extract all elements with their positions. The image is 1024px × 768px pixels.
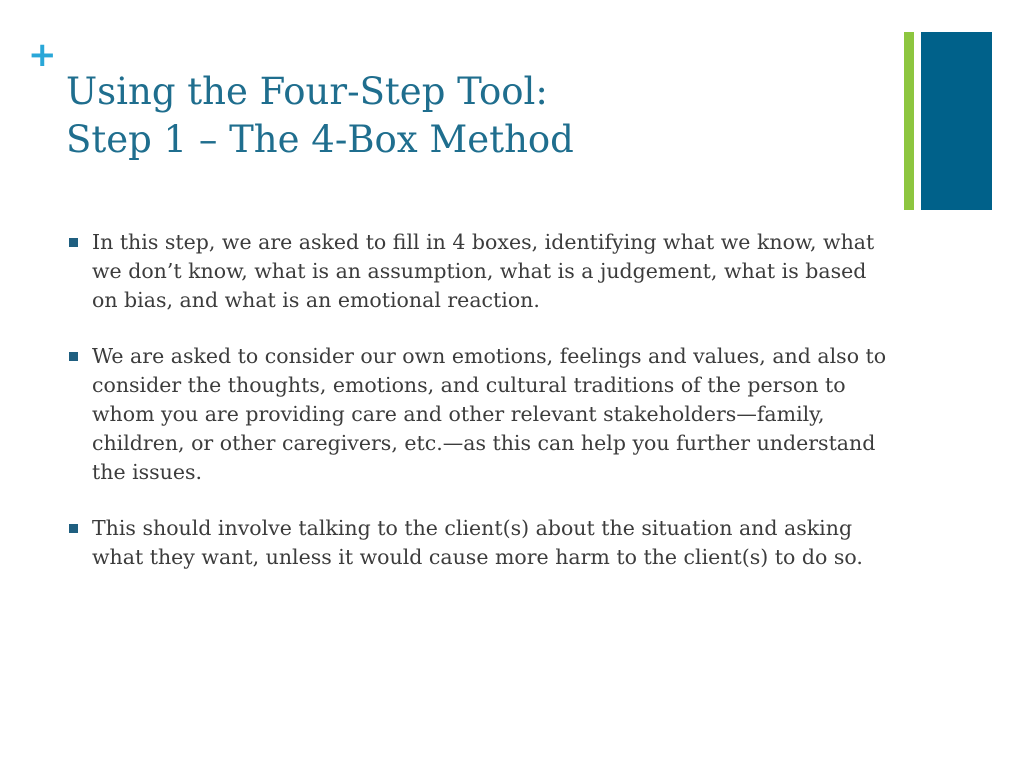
bullet-text: This should involve talking to the client(s) about the situation and asking what they want, unless it would cause more harm to the client(s) to do so. xyxy=(92,516,863,569)
plus-icon: + xyxy=(28,35,57,75)
square-bullet-icon xyxy=(69,524,78,533)
slide-title xyxy=(66,68,886,164)
square-bullet-icon xyxy=(69,352,78,361)
title-line-2: Step 1 – The 4-Box Method xyxy=(66,118,574,161)
list-item xyxy=(66,514,896,572)
bullet-text: In this step, we are asked to fill in 4 boxes, identifying what we know, what we don’t know, what is an assumption, what is a judgement, what is based on bias, and what is an emotional reaction. xyxy=(92,230,875,312)
list-item xyxy=(66,342,896,487)
list-item xyxy=(66,228,896,315)
bullet-text: We are asked to consider our own emotions, feelings and values, and also to consider the thoughts, emotions, and cultural traditions of the person to whom you are providing care and other relevant stakeholders—family, children, or other caregivers, etc.—as this can help you further understand the issues. xyxy=(92,344,887,484)
green-accent-bar xyxy=(904,32,914,210)
bullet-list xyxy=(66,228,896,599)
blue-accent-block xyxy=(921,32,992,210)
square-bullet-icon xyxy=(69,238,78,247)
title-line-1: Using the Four-Step Tool: xyxy=(66,70,548,113)
